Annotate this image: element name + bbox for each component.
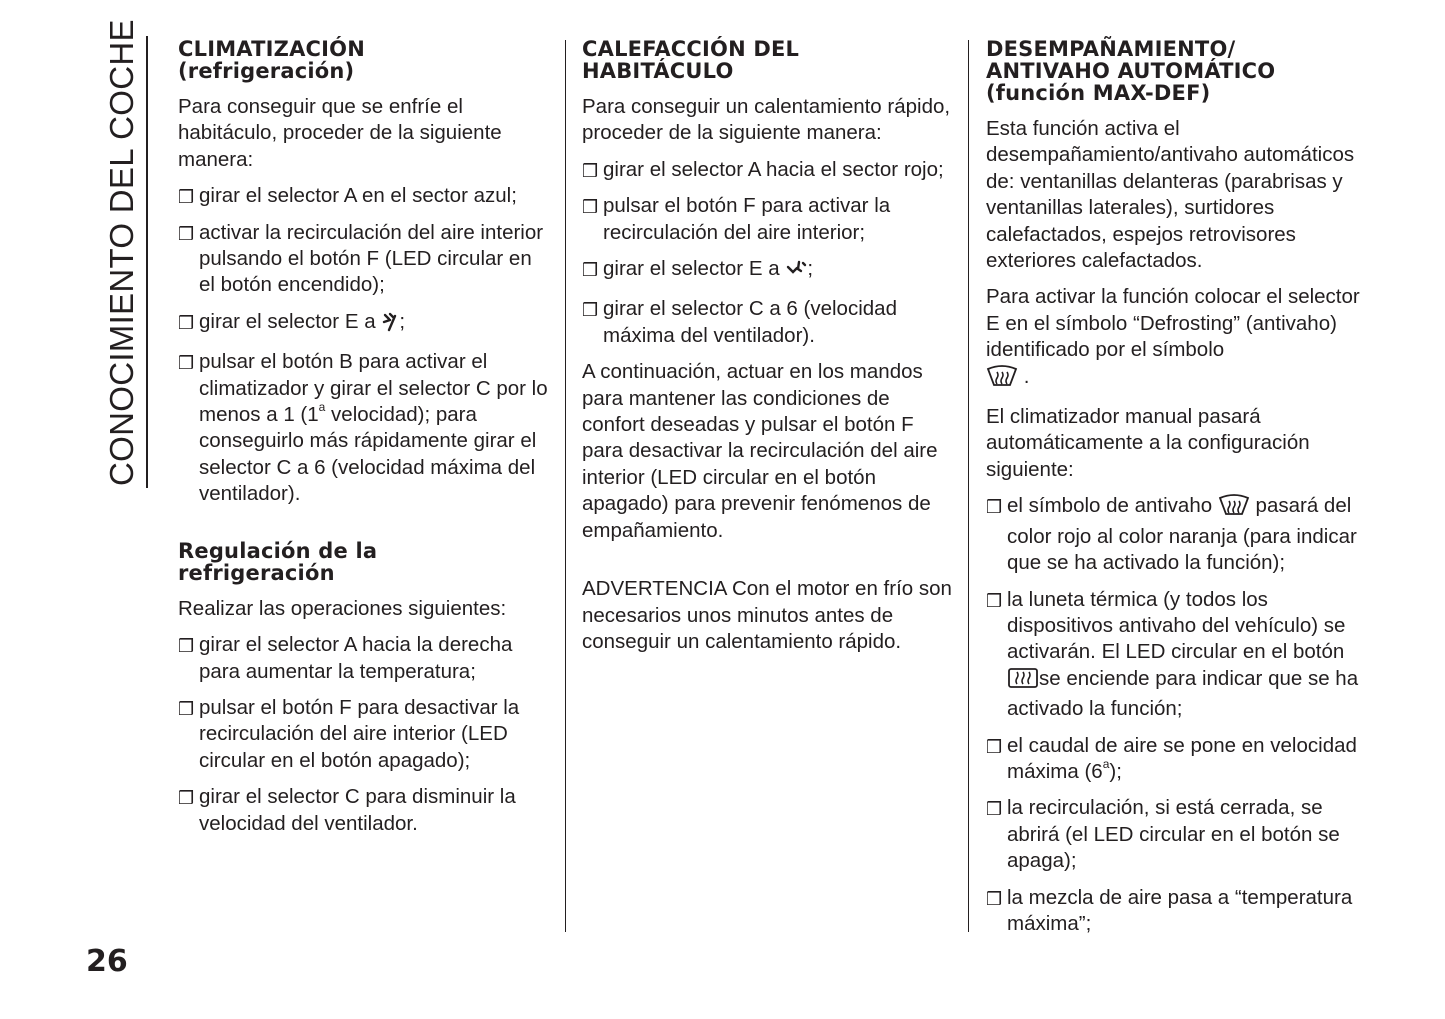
checkbox-bullet-icon: ❒ (178, 187, 195, 208)
column-divider (968, 40, 969, 932)
config-intro-paragraph: El climatizador manual pasará automáticamente a la configuración siguiente: (986, 405, 1310, 481)
checkbox-bullet-icon: ❒ (582, 260, 599, 281)
checkbox-bullet-icon: ❒ (178, 788, 195, 809)
instruction-list (178, 183, 550, 507)
list-item: ❒ girar el selector C para disminuir la velocidad del ventilador. (178, 785, 516, 835)
list-item: ❒ el símbolo de antivaho pasará del color rojo al color naranja (para indicar que se ha activado la función); (986, 494, 1357, 575)
vent-face-icon (381, 312, 399, 339)
checkbox-bullet-icon: ❒ (178, 353, 195, 374)
section-title: CONOCIMIENTO DEL COCHE (103, 19, 140, 486)
section-sidebar (100, 19, 148, 488)
list-item: ❒ girar el selector C a 6 (velocidad máxima del ventilador). (582, 297, 897, 347)
instruction-list (986, 493, 1366, 937)
checkbox-bullet-icon: ❒ (178, 312, 195, 333)
continuation-paragraph: A continuación, actuar en los mandos para mantener las condiciones de confort deseadas y pulsar el botón F para desactivar la recirculación del aire interior (LED circular en el botón apagado) para prevenir fenómenos de empañamiento. (582, 360, 938, 542)
heading-regulacion (178, 540, 550, 584)
heading-desempanamiento (986, 38, 1366, 104)
vent-feet-icon (785, 259, 807, 286)
checkbox-bullet-icon: ❒ (986, 736, 1003, 757)
heading-calefaccion (582, 38, 956, 82)
list-item: ❒ girar el selector E a ; (582, 256, 956, 286)
heading-line: ANTIVAHO AUTOMÁTICO (986, 59, 1276, 83)
instruction-list (582, 157, 956, 349)
rear-defrost-icon (1007, 667, 1039, 696)
list-item: ❒ girar el selector A hacia el sector rojo; (582, 157, 944, 181)
list-item: ❒ activar la recirculación del aire interior pulsando el botón F (LED circular en el botón encendido); (178, 220, 544, 297)
intro-paragraph: Para conseguir que se enfríe el habitáculo, proceder de la siguiente manera: (178, 95, 502, 171)
heading-line: CLIMATIZACIÓN (178, 37, 365, 61)
column-desempanamiento (986, 38, 1366, 947)
heading-line: Regulación de la (178, 538, 378, 563)
list-item: ❒ el caudal de aire se pone en velocidad máxima (6$^a$); (986, 733, 1357, 783)
list-item: ❒ pulsar el botón F para desactivar la recirculación del aire interior (LED circular en el botón apagado); (178, 695, 520, 772)
checkbox-bullet-icon: ❒ (582, 300, 599, 321)
heading-line: HABITÁCULO (582, 59, 734, 83)
list-item: ❒ la luneta térmica (y todos los dispositivos antivaho del vehículo) se activarán. El LED circular en el botón se enciende para indicar que se ha activado la función; (986, 587, 1359, 721)
checkbox-bullet-icon: ❒ (986, 799, 1003, 820)
intro-paragraph: Esta función activa el desempañamiento/antivaho automáticos de: ventanillas delanteras (parabrisas y ventanillas laterales), surtidores calefactados, espejos retrovisores exteriores calefactados. (986, 117, 1355, 273)
windshield-defrost-icon (1218, 494, 1250, 523)
checkbox-bullet-icon: ❒ (178, 636, 195, 657)
list-item: ❒ girar el selector A en el sector azul; (178, 184, 517, 208)
warning-paragraph: ADVERTENCIA Con el motor en frío son necesarios unos minutos antes de conseguir un calentamiento rápido. (582, 577, 952, 653)
heading-line: (refrigeración) (178, 59, 355, 83)
column-calefaccion (582, 38, 956, 665)
checkbox-bullet-icon: ❒ (986, 590, 1003, 611)
checkbox-bullet-icon: ❒ (178, 698, 195, 719)
column-divider (565, 40, 566, 932)
checkbox-bullet-icon: ❒ (986, 497, 1003, 518)
checkbox-bullet-icon: ❒ (178, 223, 195, 244)
activation-paragraph: Para activar la función colocar el selector E en el símbolo “Defrosting” (antivaho) identificado por el símbolo . (986, 284, 1366, 394)
heading-climatizacion (178, 38, 550, 82)
page-number: 26 (86, 944, 128, 979)
checkbox-bullet-icon: ❒ (582, 197, 599, 218)
checkbox-bullet-icon: ❒ (986, 888, 1003, 909)
intro-paragraph: Realizar las operaciones siguientes: (178, 596, 507, 620)
heading-line: CALEFACCIÓN DEL (582, 37, 800, 61)
heading-line: refrigeración (178, 560, 335, 585)
list-item: ❒ la mezcla de aire pasa a “temperatura máxima”; (986, 885, 1353, 935)
list-item: ❒ la recirculación, si está cerrada, se abrirá (el LED circular en el botón se apaga); (986, 796, 1340, 873)
heading-line: DESEMPAÑAMIENTO/ (986, 37, 1236, 61)
list-item: ❒ pulsar el botón F para activar la recirculación del aire interior; (582, 194, 891, 244)
list-item: ❒ girar el selector A hacia la derecha para aumentar la temperatura; (178, 633, 513, 683)
list-item: ❒ pulsar el botón B para activar el climatizador y girar el selector C por lo menos a 1 (1$^a$ velocidad); para conseguirlo más rápidamente girar el selector C a 6 (velocidad máxima del ventilador). (178, 350, 548, 506)
list-item: ❒ girar el selector E a ; (178, 309, 550, 339)
instruction-list (178, 632, 550, 837)
checkbox-bullet-icon: ❒ (582, 160, 599, 181)
column-climatizacion (178, 38, 550, 847)
windshield-defrost-icon (986, 365, 1018, 394)
heading-line: (función MAX-DEF) (986, 81, 1211, 105)
intro-paragraph: Para conseguir un calentamiento rápido, proceder de la siguiente manera: (582, 95, 951, 145)
